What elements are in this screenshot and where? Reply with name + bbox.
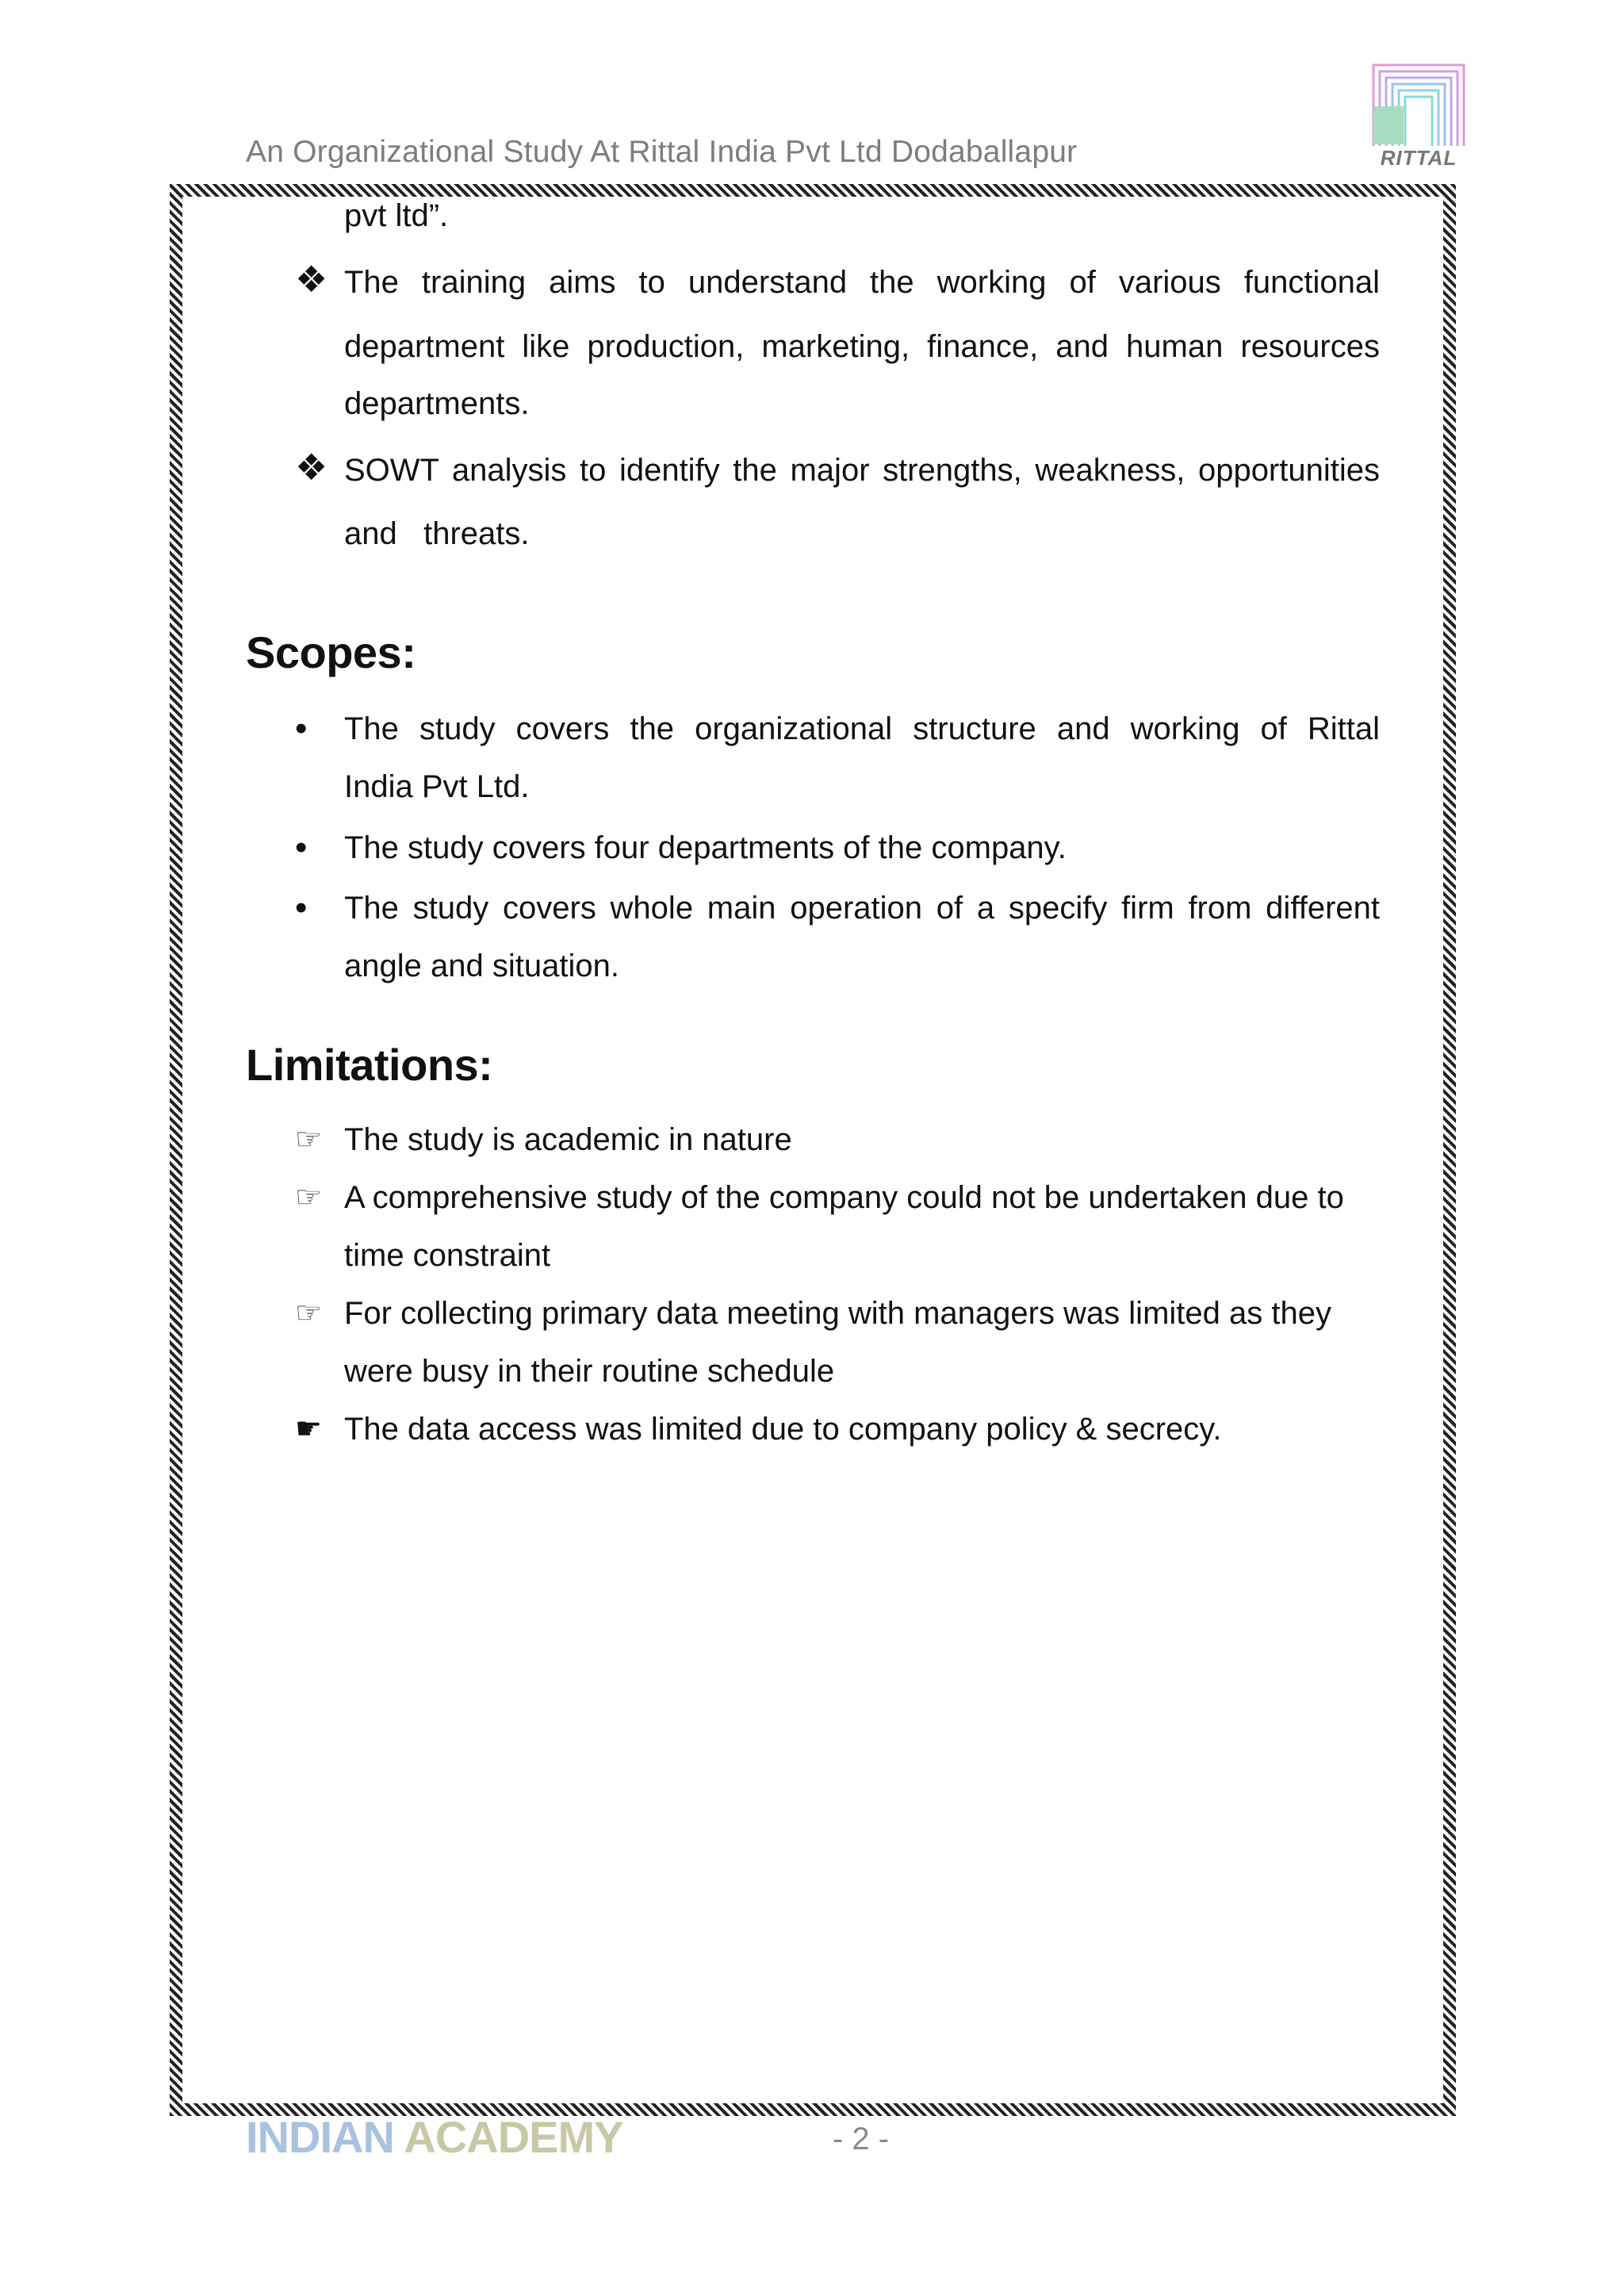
limitation-line: were busy in their routine schedule xyxy=(344,1354,835,1389)
diamond-bullet-icon: ❖ xyxy=(295,447,328,488)
footer-brand-word1: INDIAN xyxy=(246,2112,394,2162)
pointing-hand-icon: ☞ xyxy=(295,1297,323,1330)
scope-line: The study covers the organizational structure and working of Rittal xyxy=(344,711,1380,746)
scope-line: The study covers four departments of the company. xyxy=(344,830,1067,865)
pointing-hand-filled-icon: ☛ xyxy=(295,1412,323,1446)
objective-line: SOWT analysis to identify the major strengths, weakness, opportunities xyxy=(344,453,1380,488)
footer-brand xyxy=(246,2111,623,2163)
round-bullet-icon: • xyxy=(295,888,308,927)
footer-brand-word2: ACADEMY xyxy=(404,2112,623,2162)
objective-line: The training aims to understand the working of various functional xyxy=(344,265,1380,300)
rittal-logo xyxy=(1372,63,1465,174)
limitation-line: A comprehensive study of the company could not be undertaken due to xyxy=(344,1180,1344,1215)
limitations-heading: Limitations: xyxy=(246,1040,493,1090)
objective-line: departments. xyxy=(344,386,530,421)
scopes-heading: Scopes: xyxy=(246,627,416,677)
scope-line: The study covers whole main operation of a specify firm from different xyxy=(344,891,1380,926)
pointing-hand-icon: ☞ xyxy=(295,1181,323,1214)
objective-line: department like production, marketing, finance, and human resources xyxy=(344,329,1380,364)
limitation-line: The study is academic in nature xyxy=(344,1122,792,1157)
objective-line: and threats. xyxy=(344,516,530,551)
round-bullet-icon: • xyxy=(295,828,308,867)
diamond-bullet-icon: ❖ xyxy=(295,259,328,300)
scope-line: angle and situation. xyxy=(344,949,619,983)
limitation-line: The data access was limited due to company policy & secrecy. xyxy=(344,1412,1222,1447)
round-bullet-icon: • xyxy=(295,709,308,748)
limitation-line: time constraint xyxy=(344,1238,551,1273)
page-header-title: An Organizational Study At Rittal India Pvt Ltd Dodaballapur xyxy=(246,135,1078,169)
limitation-line: For collecting primary data meeting with managers was limited as they xyxy=(344,1296,1331,1331)
scope-line: India Pvt Ltd. xyxy=(344,769,530,804)
pointing-hand-icon: ☞ xyxy=(295,1123,323,1156)
objective-continuation: pvt ltd”. xyxy=(344,198,449,233)
logo-wordmark: RITTAL xyxy=(1380,146,1457,170)
page-number: - 2 - xyxy=(833,2122,890,2156)
